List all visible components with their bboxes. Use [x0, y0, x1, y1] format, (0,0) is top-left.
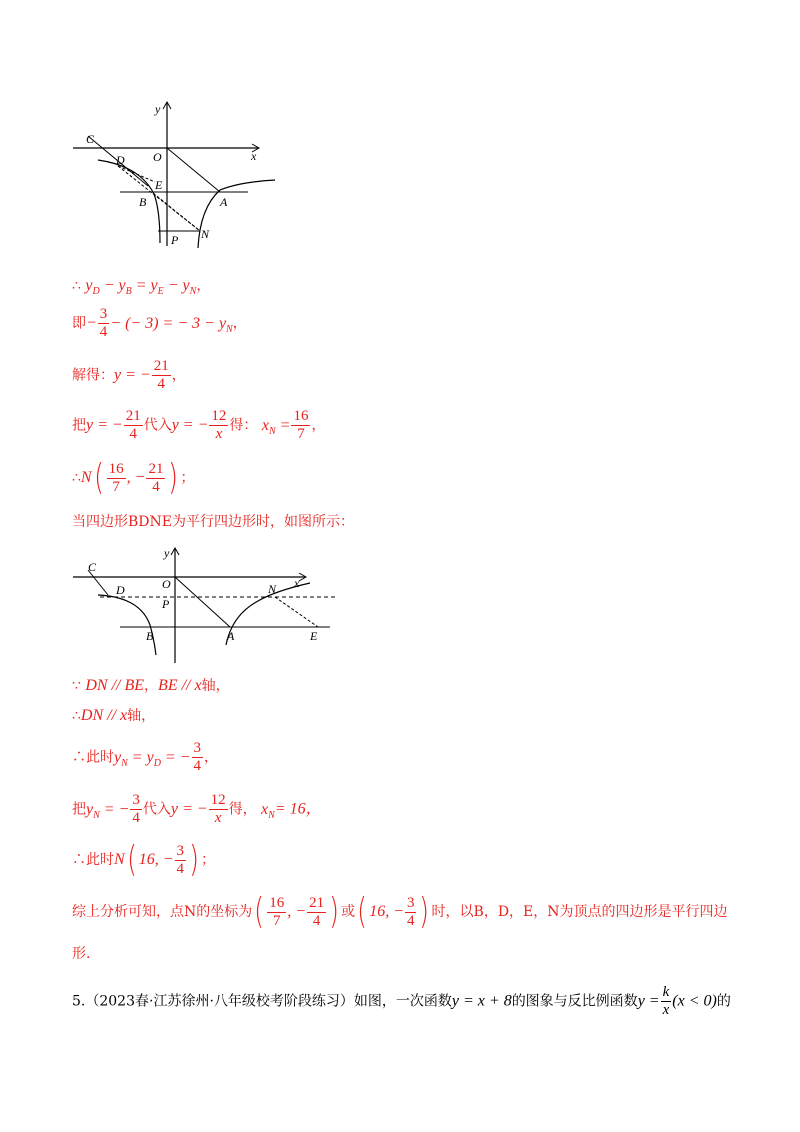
- label-o: O: [162, 577, 171, 591]
- label-c: C: [88, 560, 97, 574]
- step-line-2: 即− $\frac{3}{4}$ − (− 3) = − $3 - y_N$，: [72, 306, 247, 340]
- label-d: D: [116, 153, 125, 167]
- step-line-13: 形.: [72, 946, 91, 962]
- label-d: D: [116, 583, 125, 597]
- label-c: C: [86, 132, 95, 146]
- step-line-12: 综上分析可知，点N的坐标为( $\frac{16}{7}$ , − $\frac{21}{4}$ ) 或( 16, − $\frac{3}{4}$ ) 时，以B，D，E，N为顶点的四边形是平行四边: [72, 891, 728, 932]
- label-x: x: [294, 576, 300, 590]
- label-a: A: [220, 195, 228, 209]
- figure-1: [70, 98, 280, 248]
- step-line-1: ∴ $y_D - y_B = y_E - y_N$，: [72, 277, 211, 297]
- figure-2: [70, 545, 340, 665]
- label-y: y: [155, 102, 161, 116]
- step-line-5: ∴N( $\frac{16}{7}$ , − $\frac{21}{4}$ ) ；: [72, 457, 195, 498]
- label-n: N: [201, 227, 210, 241]
- step-line-4: 把y = − $\frac{21}{4}$ 代入y = − $\frac{12}{x}$ 得： $x_N$ = $\frac{16}{7}$ ，: [72, 408, 326, 442]
- label-x: x: [251, 149, 257, 163]
- label-o: O: [153, 150, 162, 164]
- label-b: B: [139, 195, 147, 209]
- step-line-6: 当四边形BDNE为平行四边形时，如图所示：: [72, 514, 354, 530]
- step-line-11: ∴此时N( 16, − $\frac{3}{4}$ ) ；: [72, 839, 216, 880]
- question-5: 5.（2023春·江苏徐州·八年级校考阶段练习）如图，一次函数y = x + 8的图象与反比例函数y = $\frac{k}{x}$ (x < 0)的: [72, 984, 731, 1018]
- step-line-9: ∴此时$y_N = y_D$ = − $\frac{3}{4}$ ，: [72, 740, 219, 774]
- step-line-10: 把$y_N$ = − $\frac{3}{4}$ 代入y = − $\frac{12}{x}$ 得， $x_N= 16$，: [72, 792, 322, 826]
- step-line-8: ∴DN // x轴，: [72, 707, 156, 724]
- label-e: E: [310, 629, 318, 643]
- label-b: B: [146, 629, 154, 643]
- label-p: P: [162, 597, 170, 611]
- label-n: N: [268, 582, 277, 596]
- label-p: P: [171, 233, 179, 247]
- label-a: A: [227, 629, 235, 643]
- label-y: y: [164, 546, 170, 560]
- step-line-7: ∵ DN // BE，BE // x轴，: [72, 677, 230, 694]
- label-e: E: [155, 178, 163, 192]
- step-line-3: 解得：y = − $\frac{21}{4}$ ，: [72, 358, 186, 392]
